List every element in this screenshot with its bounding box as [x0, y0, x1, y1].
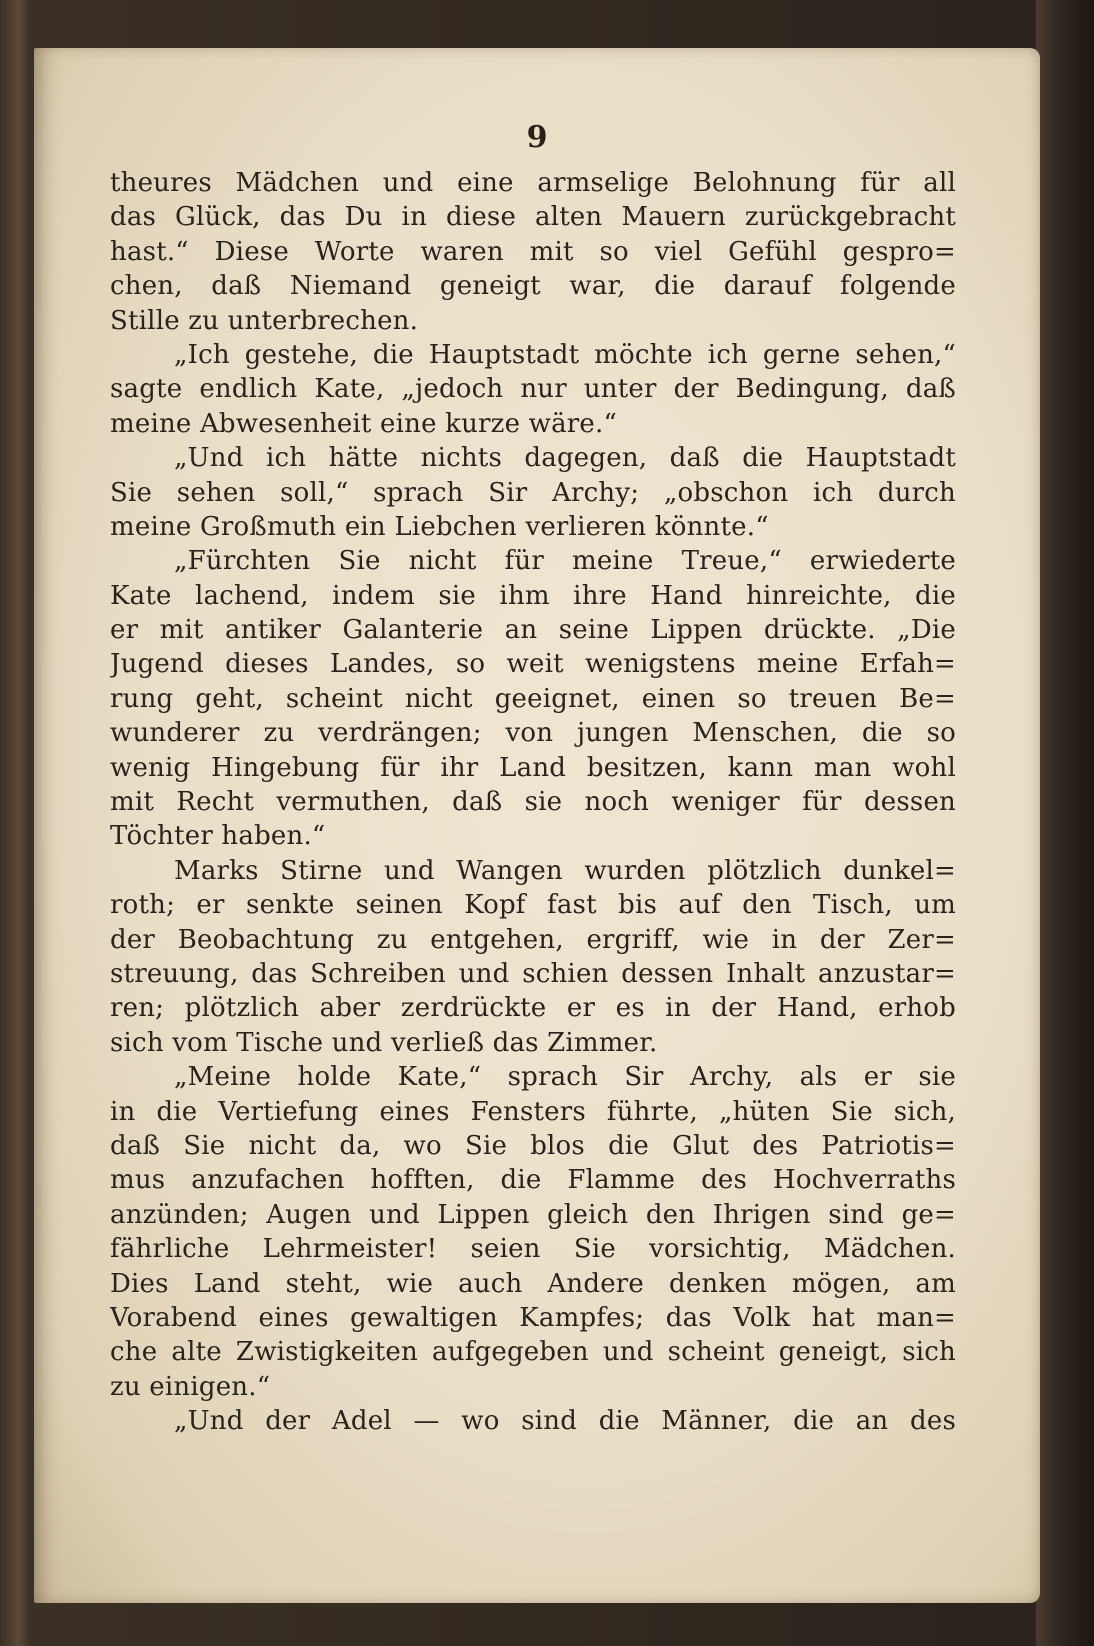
text-line: ren; plötzlich aber zerdrückte er es in der Hand, erhob	[110, 993, 956, 1024]
text-line: chen, daß Niemand geneigt war, die darauf folgende	[110, 271, 956, 302]
text-line: „Ich gestehe, die Hauptstadt möchte ich gerne sehen,“	[174, 339, 956, 370]
book-page	[34, 48, 1040, 1603]
text-line: Dies Land steht, wie auch Andere denken mögen, am	[110, 1268, 956, 1299]
text-line: Sie sehen soll,“ sprach Sir Archy; „obschon ich durch	[110, 477, 956, 508]
text-line: roth; er senkte seinen Kopf fast bis auf den Tisch, um	[110, 890, 956, 921]
text-line: streuung, das Schreiben und schien dessen Inhalt anzustar=	[110, 958, 956, 989]
text-line: daß Sie nicht da, wo Sie blos die Glut des Patriotis=	[110, 1130, 956, 1161]
text-line: in die Vertiefung eines Fensters führte, „hüten Sie sich,	[110, 1096, 956, 1127]
text-line: fährliche Lehrmeister! seien Sie vorsichtig, Mädchen.	[110, 1234, 956, 1265]
text-line: Stille zu unterbrechen.	[110, 305, 419, 336]
text-line: Jugend dieses Landes, so weit wenigstens meine Erfah=	[110, 649, 956, 680]
text-line: hast.“ Diese Worte waren mit so viel Gefühl gespro=	[110, 236, 956, 267]
text-line: Vorabend eines gewaltigen Kampfes; das Volk hat man=	[110, 1302, 956, 1333]
text-line: mit Recht vermuthen, daß sie noch weniger für dessen	[110, 787, 956, 818]
text-line: mus anzufachen hofften, die Flamme des Hochverraths	[110, 1165, 956, 1196]
text-line: „Fürchten Sie nicht für meine Treue,“ erwiederte	[174, 546, 956, 577]
text-line: zu einigen.“	[110, 1371, 271, 1402]
text-line: wenig Hingebung für ihr Land besitzen, kann man wohl	[110, 752, 956, 783]
text-line: che alte Zwistigkeiten aufgegeben und scheint geneigt, sich	[110, 1337, 956, 1368]
text-line: anzünden; Augen und Lippen gleich den Ihrigen sind ge=	[110, 1199, 956, 1230]
text-line: das Glück, das Du in diese alten Mauern zurückgebracht	[110, 202, 956, 233]
text-line: sagte endlich Kate, „jedoch nur unter der Bedingung, daß	[110, 374, 956, 405]
text-line: meine Abwesenheit eine kurze wäre.“	[110, 408, 617, 439]
text-line: Kate lachend, indem sie ihm ihre Hand hinreichte, die	[110, 580, 956, 611]
text-line: Marks Stirne und Wangen wurden plötzlich dunkel=	[174, 855, 956, 886]
text-line: „Meine holde Kate,“ sprach Sir Archy, als er sie	[174, 1062, 956, 1093]
text-line: theures Mädchen und eine armselige Belohnung für all	[110, 168, 956, 198]
page-text	[110, 166, 956, 1438]
text-line: wunderer zu verdrängen; von jungen Menschen, die so	[110, 718, 956, 749]
book-cover-edge	[1036, 0, 1094, 1646]
text-line: Töchter haben.“	[110, 821, 326, 852]
text-line: der Beobachtung zu entgehen, ergriff, wie in der Zer=	[110, 924, 956, 955]
text-line: meine Großmuth ein Liebchen verlieren könnte.“	[110, 511, 769, 542]
text-line: sich vom Tische und verließ das Zimmer.	[110, 1027, 658, 1058]
text-line: „Und der Adel — wo sind die Männer, die an des	[174, 1406, 956, 1437]
text-line: er mit antiker Galanterie an seine Lippen drückte. „Die	[110, 615, 956, 646]
text-line: rung geht, scheint nicht geeignet, einen so treuen Be=	[110, 683, 956, 714]
page-number: 9	[526, 120, 548, 155]
text-line: „Und ich hätte nichts dagegen, daß die Hauptstadt	[174, 443, 956, 474]
